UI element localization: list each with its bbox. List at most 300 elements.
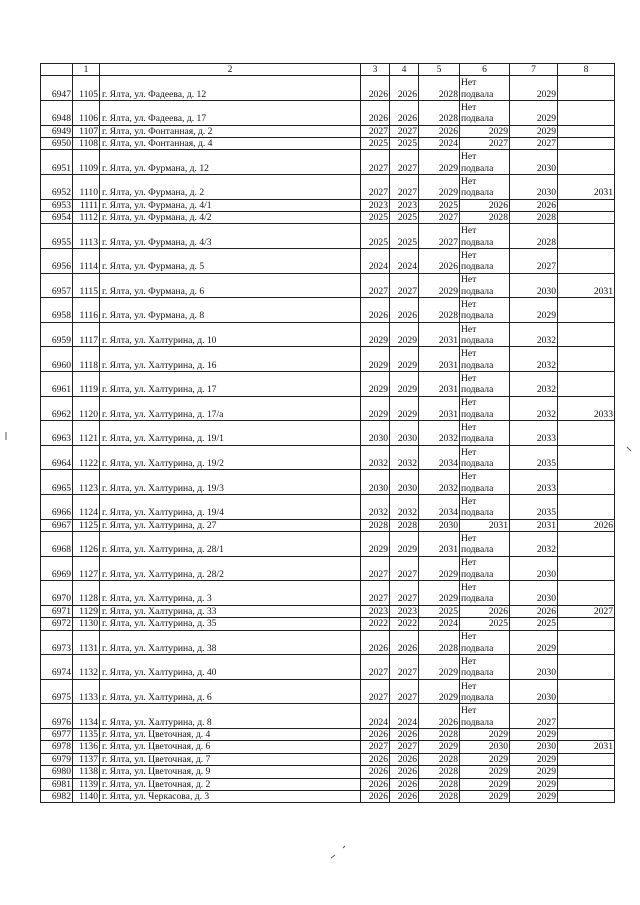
year-col-7-cell: 2030: [510, 679, 558, 704]
table-row: [41, 396, 615, 421]
year-col-5-cell: 2034: [419, 445, 460, 470]
table-row: [41, 605, 615, 617]
address-cell: г. Ялта, ул. Халтурина, д. 33: [100, 605, 361, 617]
object-number-cell: 1120: [73, 396, 100, 421]
year-col-5-cell: 2026: [419, 704, 460, 729]
object-number-cell: 1121: [73, 421, 100, 446]
year-col-4-cell: 2027: [390, 175, 419, 200]
year-col-7-cell: 2031: [510, 519, 558, 531]
year-col-8-cell: [558, 125, 615, 137]
object-number-cell: 1122: [73, 445, 100, 470]
year-col-5-cell: 2026: [419, 125, 460, 137]
object-number-cell: 1123: [73, 470, 100, 495]
object-number-cell: 1126: [73, 531, 100, 556]
row-number-cell: 6982: [41, 790, 73, 802]
row-number-cell: 6964: [41, 445, 73, 470]
basement-col-6-cell: Нет подвала: [460, 298, 510, 323]
year-col-5-cell: 2029: [419, 175, 460, 200]
address-cell: г. Ялта, ул. Фонтанная, д. 2: [100, 125, 361, 137]
table-row: [41, 581, 615, 606]
address-cell: г. Ялта, ул. Халтурина, д. 35: [100, 618, 361, 630]
year-col-4-cell: 2026: [390, 101, 419, 126]
basement-col-6-cell: Нет подвала: [460, 421, 510, 446]
year-col-3-cell: 2027: [361, 556, 390, 581]
basement-col-6-cell: Нет подвала: [460, 655, 510, 680]
address-cell: г. Ялта, ул. Халтурина, д. 28/2: [100, 556, 361, 581]
year-col-3-cell: 2032: [361, 445, 390, 470]
year-col-5-cell: 2024: [419, 618, 460, 630]
year-col-3-cell: 2032: [361, 494, 390, 519]
row-number-cell: 6969: [41, 556, 73, 581]
address-cell: г. Ялта, ул. Халтурина, д. 19/3: [100, 470, 361, 495]
year-col-5-cell: 2029: [419, 679, 460, 704]
repair-schedule-table: [40, 63, 615, 803]
year-col-7-cell: 2029: [510, 753, 558, 765]
address-cell: г. Ялта, ул. Халтурина, д. 27: [100, 519, 361, 531]
year-col-3-cell: 2030: [361, 421, 390, 446]
year-col-8-cell: [558, 347, 615, 372]
year-col-8-cell: [558, 138, 615, 150]
row-number-cell: 6954: [41, 212, 73, 224]
year-col-5-cell: 2028: [419, 76, 460, 101]
table-row: [41, 704, 615, 729]
year-col-3-cell: 2026: [361, 728, 390, 740]
row-number-cell: 6981: [41, 778, 73, 790]
table-row: [41, 655, 615, 680]
object-number-cell: 1124: [73, 494, 100, 519]
year-col-4-cell: 2024: [390, 704, 419, 729]
document-sheet: [40, 63, 615, 803]
address-cell: г. Ялта, ул. Халтурина, д. 8: [100, 704, 361, 729]
object-number-cell: 1110: [73, 175, 100, 200]
year-col-4-cell: 2024: [390, 249, 419, 274]
object-number-cell: 1136: [73, 741, 100, 753]
year-col-3-cell: 2026: [361, 630, 390, 655]
year-col-3-cell: 2025: [361, 138, 390, 150]
basement-col-6-cell: 2029: [460, 778, 510, 790]
year-col-4-cell: 2026: [390, 76, 419, 101]
address-cell: г. Ялта, ул. Фадеева, д. 17: [100, 101, 361, 126]
year-col-4-cell: 2030: [390, 421, 419, 446]
address-cell: г. Ялта, ул. Фурмана, д. 2: [100, 175, 361, 200]
row-number-cell: 6977: [41, 728, 73, 740]
year-col-8-cell: 2031: [558, 175, 615, 200]
year-col-4-cell: 2026: [390, 766, 419, 778]
year-col-7-cell: 2029: [510, 76, 558, 101]
object-number-cell: 1116: [73, 298, 100, 323]
column-header-8: 8: [558, 64, 615, 76]
year-col-5-cell: 2028: [419, 298, 460, 323]
basement-col-6-cell: Нет подвала: [460, 322, 510, 347]
year-col-7-cell: 2029: [510, 298, 558, 323]
year-col-5-cell: 2029: [419, 741, 460, 753]
row-number-cell: 6970: [41, 581, 73, 606]
year-col-3-cell: 2027: [361, 125, 390, 137]
year-col-5-cell: 2032: [419, 470, 460, 495]
year-col-7-cell: 2035: [510, 494, 558, 519]
address-cell: г. Ялта, ул. Фурмана, д. 5: [100, 249, 361, 274]
address-cell: г. Ялта, ул. Фурмана, д. 8: [100, 298, 361, 323]
year-col-7-cell: 2033: [510, 421, 558, 446]
year-col-8-cell: [558, 322, 615, 347]
basement-col-6-cell: Нет подвала: [460, 556, 510, 581]
address-cell: г. Ялта, ул. Халтурина, д. 17/а: [100, 396, 361, 421]
year-col-8-cell: [558, 790, 615, 802]
row-number-cell: 6974: [41, 655, 73, 680]
row-number-cell: 6971: [41, 605, 73, 617]
object-number-cell: 1128: [73, 581, 100, 606]
row-number-cell: 6976: [41, 704, 73, 729]
year-col-7-cell: 2032: [510, 371, 558, 396]
basement-col-6-cell: Нет подвала: [460, 249, 510, 274]
year-col-4-cell: 2026: [390, 753, 419, 765]
basement-col-6-cell: Нет подвала: [460, 704, 510, 729]
object-number-cell: 1135: [73, 728, 100, 740]
year-col-4-cell: 2027: [390, 125, 419, 137]
table-row: [41, 741, 615, 753]
table-row: [41, 556, 615, 581]
year-col-3-cell: 2026: [361, 766, 390, 778]
year-col-4-cell: 2030: [390, 470, 419, 495]
year-col-3-cell: 2025: [361, 212, 390, 224]
address-cell: г. Ялта, ул. Халтурина, д. 10: [100, 322, 361, 347]
year-col-4-cell: 2032: [390, 494, 419, 519]
year-col-8-cell: [558, 778, 615, 790]
year-col-4-cell: 2026: [390, 778, 419, 790]
year-col-8-cell: [558, 199, 615, 211]
row-number-cell: 6953: [41, 199, 73, 211]
table-row: [41, 249, 615, 274]
year-col-8-cell: 2031: [558, 741, 615, 753]
year-col-3-cell: 2027: [361, 175, 390, 200]
year-col-5-cell: 2032: [419, 421, 460, 446]
row-number-cell: 6957: [41, 273, 73, 298]
address-cell: г. Ялта, ул. Черкасова, д. 3: [100, 790, 361, 802]
object-number-cell: 1132: [73, 655, 100, 680]
basement-col-6-cell: Нет подвала: [460, 630, 510, 655]
object-number-cell: 1140: [73, 790, 100, 802]
scan-speck: [331, 855, 335, 858]
year-col-8-cell: [558, 618, 615, 630]
year-col-7-cell: 2029: [510, 778, 558, 790]
object-number-cell: 1119: [73, 371, 100, 396]
object-number-cell: 1130: [73, 618, 100, 630]
table-row: [41, 347, 615, 372]
year-col-7-cell: 2025: [510, 618, 558, 630]
year-col-8-cell: [558, 728, 615, 740]
year-col-3-cell: 2029: [361, 322, 390, 347]
object-number-cell: 1114: [73, 249, 100, 274]
year-col-4-cell: 2026: [390, 790, 419, 802]
table-row: [41, 519, 615, 531]
year-col-5-cell: 2027: [419, 224, 460, 249]
row-number-cell: 6951: [41, 150, 73, 175]
year-col-3-cell: 2028: [361, 519, 390, 531]
year-col-4-cell: 2029: [390, 531, 419, 556]
address-cell: г. Ялта, ул. Халтурина, д. 40: [100, 655, 361, 680]
year-col-3-cell: 2023: [361, 605, 390, 617]
basement-col-6-cell: Нет подвала: [460, 101, 510, 126]
year-col-3-cell: 2027: [361, 150, 390, 175]
table-row: [41, 728, 615, 740]
year-col-7-cell: 2029: [510, 766, 558, 778]
year-col-3-cell: 2023: [361, 199, 390, 211]
table-row: [41, 753, 615, 765]
year-col-8-cell: 2033: [558, 396, 615, 421]
table-row: [41, 371, 615, 396]
year-col-8-cell: [558, 224, 615, 249]
basement-col-6-cell: Нет подвала: [460, 224, 510, 249]
year-col-7-cell: 2030: [510, 741, 558, 753]
basement-col-6-cell: Нет подвала: [460, 581, 510, 606]
row-number-cell: 6956: [41, 249, 73, 274]
year-col-8-cell: [558, 298, 615, 323]
address-cell: г. Ялта, ул. Фурмана, д. 4/3: [100, 224, 361, 249]
basement-col-6-cell: Нет подвала: [460, 273, 510, 298]
table-row: [41, 470, 615, 495]
year-col-8-cell: [558, 249, 615, 274]
object-number-cell: 1108: [73, 138, 100, 150]
year-col-3-cell: 2026: [361, 298, 390, 323]
address-cell: г. Ялта, ул. Цветочная, д. 6: [100, 741, 361, 753]
column-header-0: [41, 64, 73, 76]
year-col-8-cell: [558, 630, 615, 655]
scan-speck: [627, 447, 631, 451]
row-number-cell: 6955: [41, 224, 73, 249]
year-col-3-cell: 2024: [361, 249, 390, 274]
object-number-cell: 1105: [73, 76, 100, 101]
year-col-8-cell: [558, 556, 615, 581]
row-number-cell: 6966: [41, 494, 73, 519]
basement-col-6-cell: Нет подвала: [460, 470, 510, 495]
object-number-cell: 1115: [73, 273, 100, 298]
year-col-3-cell: 2024: [361, 704, 390, 729]
year-col-4-cell: 2022: [390, 618, 419, 630]
row-number-cell: 6978: [41, 741, 73, 753]
basement-col-6-cell: Нет подвала: [460, 679, 510, 704]
table-row: [41, 445, 615, 470]
address-cell: г. Ялта, ул. Цветочная, д. 4: [100, 728, 361, 740]
table-row: [41, 531, 615, 556]
year-col-8-cell: [558, 445, 615, 470]
year-col-3-cell: 2026: [361, 778, 390, 790]
row-number-cell: 6975: [41, 679, 73, 704]
address-cell: г. Ялта, ул. Халтурина, д. 28/1: [100, 531, 361, 556]
year-col-3-cell: 2027: [361, 741, 390, 753]
basement-col-6-cell: 2029: [460, 790, 510, 802]
year-col-7-cell: 2030: [510, 556, 558, 581]
basement-col-6-cell: 2030: [460, 741, 510, 753]
year-col-5-cell: 2025: [419, 199, 460, 211]
basement-col-6-cell: 2029: [460, 125, 510, 137]
row-number-cell: 6947: [41, 76, 73, 101]
year-col-4-cell: 2026: [390, 728, 419, 740]
table-row: [41, 618, 615, 630]
column-header-5: 5: [419, 64, 460, 76]
year-col-5-cell: 2024: [419, 138, 460, 150]
address-cell: г. Ялта, ул. Халтурина, д. 6: [100, 679, 361, 704]
address-cell: г. Ялта, ул. Фурмана, д. 4/2: [100, 212, 361, 224]
address-cell: г. Ялта, ул. Цветочная, д. 9: [100, 766, 361, 778]
year-col-5-cell: 2028: [419, 630, 460, 655]
year-col-3-cell: 2029: [361, 347, 390, 372]
address-cell: г. Ялта, ул. Халтурина, д. 19/2: [100, 445, 361, 470]
basement-col-6-cell: Нет подвала: [460, 347, 510, 372]
basement-col-6-cell: 2026: [460, 605, 510, 617]
year-col-7-cell: 2030: [510, 655, 558, 680]
year-col-7-cell: 2030: [510, 175, 558, 200]
year-col-3-cell: 2029: [361, 531, 390, 556]
basement-col-6-cell: 2029: [460, 766, 510, 778]
object-number-cell: 1138: [73, 766, 100, 778]
address-cell: г. Ялта, ул. Фурмана, д. 6: [100, 273, 361, 298]
row-number-cell: 6961: [41, 371, 73, 396]
object-number-cell: 1112: [73, 212, 100, 224]
table-row: [41, 101, 615, 126]
basement-col-6-cell: Нет подвала: [460, 150, 510, 175]
year-col-7-cell: 2032: [510, 531, 558, 556]
object-number-cell: 1111: [73, 199, 100, 211]
row-number-cell: 6965: [41, 470, 73, 495]
year-col-5-cell: 2030: [419, 519, 460, 531]
basement-col-6-cell: 2027: [460, 138, 510, 150]
year-col-5-cell: 2031: [419, 347, 460, 372]
row-number-cell: 6972: [41, 618, 73, 630]
basement-col-6-cell: Нет подвала: [460, 396, 510, 421]
row-number-cell: 6950: [41, 138, 73, 150]
object-number-cell: 1131: [73, 630, 100, 655]
year-col-7-cell: 2026: [510, 605, 558, 617]
year-col-4-cell: 2027: [390, 581, 419, 606]
table-row: [41, 125, 615, 137]
year-col-4-cell: 2032: [390, 445, 419, 470]
header-row: [41, 64, 615, 76]
year-col-7-cell: 2029: [510, 125, 558, 137]
year-col-7-cell: 2029: [510, 790, 558, 802]
year-col-7-cell: 2029: [510, 101, 558, 126]
year-col-8-cell: [558, 421, 615, 446]
table-row: [41, 199, 615, 211]
year-col-5-cell: 2029: [419, 581, 460, 606]
year-col-4-cell: 2027: [390, 273, 419, 298]
basement-col-6-cell: Нет подвала: [460, 494, 510, 519]
year-col-7-cell: 2027: [510, 249, 558, 274]
year-col-7-cell: 2035: [510, 445, 558, 470]
year-col-4-cell: 2029: [390, 322, 419, 347]
year-col-5-cell: 2025: [419, 605, 460, 617]
table-row: [41, 298, 615, 323]
year-col-8-cell: [558, 150, 615, 175]
column-header-3: 3: [361, 64, 390, 76]
year-col-3-cell: 2026: [361, 101, 390, 126]
row-number-cell: 6967: [41, 519, 73, 531]
year-col-5-cell: 2029: [419, 150, 460, 175]
year-col-8-cell: [558, 581, 615, 606]
year-col-4-cell: 2023: [390, 605, 419, 617]
year-col-8-cell: [558, 212, 615, 224]
year-col-8-cell: [558, 766, 615, 778]
year-col-8-cell: [558, 753, 615, 765]
object-number-cell: 1129: [73, 605, 100, 617]
object-number-cell: 1118: [73, 347, 100, 372]
address-cell: г. Ялта, ул. Фурмана, д. 12: [100, 150, 361, 175]
year-col-8-cell: [558, 76, 615, 101]
year-col-5-cell: 2028: [419, 778, 460, 790]
year-col-4-cell: 2025: [390, 138, 419, 150]
year-col-5-cell: 2029: [419, 273, 460, 298]
object-number-cell: 1133: [73, 679, 100, 704]
table-row: [41, 630, 615, 655]
row-number-cell: 6960: [41, 347, 73, 372]
column-header-2: 2: [100, 64, 361, 76]
year-col-7-cell: 2032: [510, 347, 558, 372]
year-col-7-cell: 2029: [510, 728, 558, 740]
object-number-cell: 1139: [73, 778, 100, 790]
year-col-7-cell: 2032: [510, 322, 558, 347]
year-col-8-cell: [558, 679, 615, 704]
basement-col-6-cell: Нет подвала: [460, 445, 510, 470]
table-row: [41, 212, 615, 224]
year-col-3-cell: 2027: [361, 273, 390, 298]
object-number-cell: 1117: [73, 322, 100, 347]
scan-speck: [343, 846, 345, 848]
basement-col-6-cell: 2029: [460, 728, 510, 740]
object-number-cell: 1109: [73, 150, 100, 175]
table-row: [41, 322, 615, 347]
table-row: [41, 175, 615, 200]
year-col-4-cell: 2027: [390, 556, 419, 581]
year-col-8-cell: [558, 470, 615, 495]
object-number-cell: 1106: [73, 101, 100, 126]
year-col-4-cell: 2027: [390, 150, 419, 175]
year-col-4-cell: 2025: [390, 224, 419, 249]
basement-col-6-cell: Нет подвала: [460, 175, 510, 200]
year-col-7-cell: 2029: [510, 630, 558, 655]
year-col-5-cell: 2028: [419, 101, 460, 126]
table-row: [41, 421, 615, 446]
year-col-5-cell: 2028: [419, 790, 460, 802]
address-cell: г. Ялта, ул. Халтурина, д. 19/4: [100, 494, 361, 519]
row-number-cell: 6948: [41, 101, 73, 126]
row-number-cell: 6949: [41, 125, 73, 137]
year-col-8-cell: 2027: [558, 605, 615, 617]
row-number-cell: 6980: [41, 766, 73, 778]
year-col-7-cell: 2026: [510, 199, 558, 211]
basement-col-6-cell: 2026: [460, 199, 510, 211]
year-col-4-cell: 2026: [390, 630, 419, 655]
year-col-3-cell: 2025: [361, 224, 390, 249]
address-cell: г. Ялта, ул. Халтурина, д. 16: [100, 347, 361, 372]
basement-col-6-cell: Нет подвала: [460, 531, 510, 556]
row-number-cell: 6963: [41, 421, 73, 446]
year-col-3-cell: 2029: [361, 396, 390, 421]
year-col-4-cell: 2029: [390, 371, 419, 396]
year-col-5-cell: 2028: [419, 766, 460, 778]
year-col-7-cell: 2033: [510, 470, 558, 495]
year-col-7-cell: 2032: [510, 396, 558, 421]
year-col-7-cell: 2027: [510, 138, 558, 150]
year-col-7-cell: 2030: [510, 273, 558, 298]
year-col-5-cell: 2031: [419, 396, 460, 421]
year-col-7-cell: 2028: [510, 224, 558, 249]
table-row: [41, 766, 615, 778]
basement-col-6-cell: 2029: [460, 753, 510, 765]
address-cell: г. Ялта, ул. Фурмана, д. 4/1: [100, 199, 361, 211]
year-col-3-cell: 2030: [361, 470, 390, 495]
year-col-7-cell: 2030: [510, 150, 558, 175]
year-col-4-cell: 2027: [390, 741, 419, 753]
year-col-8-cell: [558, 655, 615, 680]
